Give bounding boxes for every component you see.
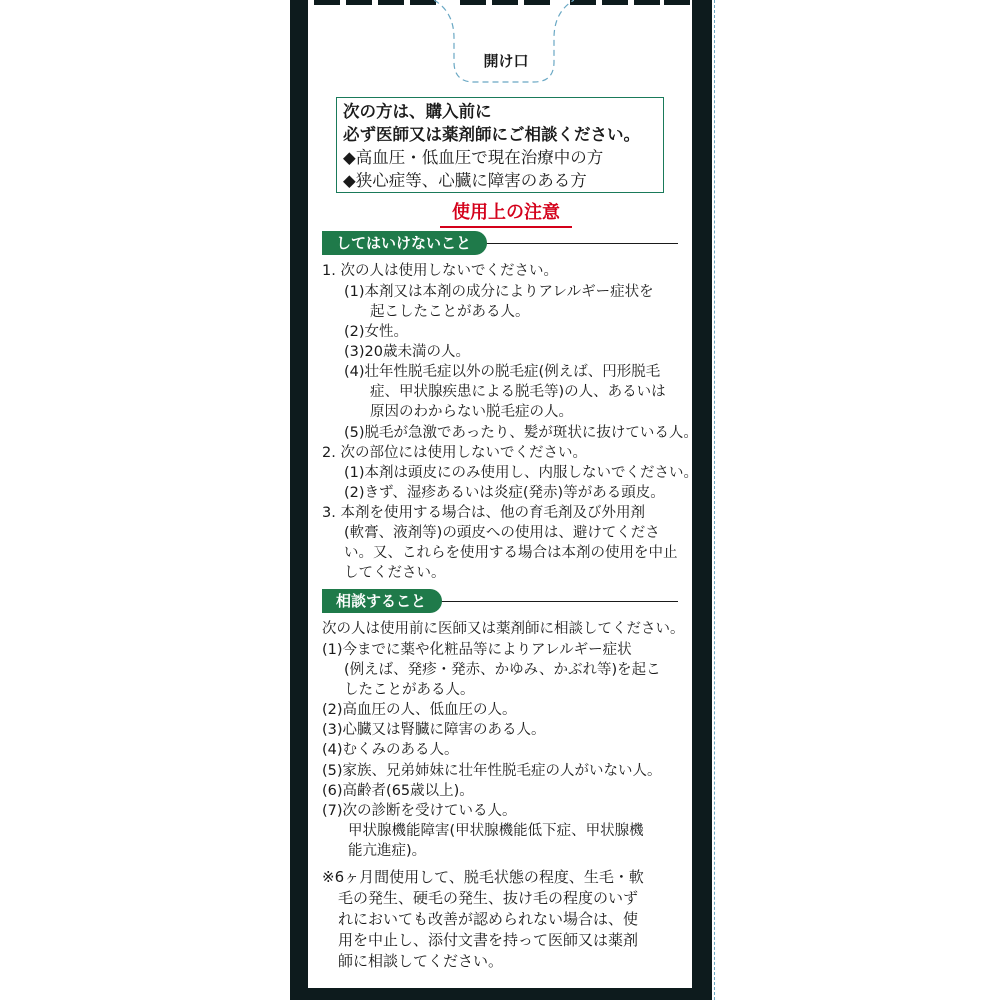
list-item: 甲状腺機能障害(甲状腺機能低下症、甲状腺機: [348, 823, 644, 839]
list-item: (4)壮年性脱毛症以外の脱毛症(例えば、円形脱毛: [344, 364, 661, 380]
footnote-line: 毛の発生、硬毛の発生、抜け毛の程度のいず: [338, 889, 639, 907]
footnote-line: ※6ヶ月間使用して、脱毛状態の程度、生毛・軟: [322, 868, 644, 886]
list-item: 1. 次の人は使用しないでください。: [322, 263, 558, 279]
list-item: 症、甲状腺疾患による脱毛等)の人、あるいは: [370, 384, 666, 400]
list-item: してください。: [344, 565, 446, 581]
list-item: (4)むくみのある人。: [322, 742, 459, 758]
open-here-label: 開け口: [483, 52, 529, 70]
list-item: (3)20歳未満の人。: [344, 344, 470, 360]
section-tab-dont: してはいけないこと: [322, 231, 487, 255]
list-item: (1)本剤又は本剤の成分によりアレルギー症状を: [344, 284, 654, 300]
list-item: (2)きず、湿疹あるいは炎症(発赤)等がある頭皮。: [344, 485, 665, 501]
list-item: (2)高血圧の人、低血圧の人。: [322, 702, 517, 718]
consult-item-hypertension: ◆高血圧・低血圧で現在治療中の方: [343, 148, 604, 167]
label-panel: [308, 0, 699, 1000]
footnote-line: れにおいても改善が認められない場合は、使: [338, 910, 639, 928]
list-item: (3)心臓又は腎臓に障害のある人。: [322, 722, 546, 738]
list-item: (1)今までに薬や化粧品等によりアレルギー症状: [322, 642, 632, 658]
list-item: 次の人は使用前に医師又は薬剤師に相談してください。: [322, 621, 685, 637]
list-item: (軟膏、液剤等)の頭皮への使用は、避けてくださ: [344, 525, 660, 541]
list-item: (5)脱毛が急激であったり、髪が斑状に抜けている人。: [344, 425, 698, 441]
consult-title-line2: 必ず医師又は薬剤師にご相談ください。: [343, 125, 640, 144]
list-item: い。又、これらを使用する場合は本剤の使用を中止: [344, 545, 678, 561]
list-item: (2)女性。: [344, 324, 409, 340]
footnote-line: 師に相談してください。: [338, 952, 504, 970]
consult-item-heart: ◆狭心症等、心臓に障害のある方: [343, 171, 587, 190]
consult-title-line1: 次の方は、購入前に: [343, 102, 492, 121]
fold-guide-line: [714, 0, 715, 1000]
right-dark-strip: [692, 0, 712, 1000]
list-item: 起こしたことがある人。: [370, 304, 530, 320]
list-item: (5)家族、兄弟姉妹に壮年性脱毛症の人がいない人。: [322, 763, 662, 779]
list-item: 3. 本剤を使用する場合は、他の育毛剤及び外用剤: [322, 505, 645, 521]
list-item: 能亢進症)。: [348, 843, 427, 859]
list-item: したことがある人。: [344, 682, 475, 698]
list-item: (例えば、発疹・発赤、かゆみ、かぶれ等)を起こ: [344, 662, 661, 678]
list-item: 原因のわからない脱毛症の人。: [370, 404, 573, 420]
open-tab-outline: [434, 0, 574, 90]
list-item: (1)本剤は頭皮にのみ使用し、内服しないでください。: [344, 465, 699, 481]
section-tab-consult: 相談すること: [322, 589, 442, 613]
consult-before-purchase-box: [336, 97, 664, 193]
list-item: (7)次の診断を受けている人。: [322, 803, 517, 819]
list-item: 2. 次の部位には使用しないでください。: [322, 445, 587, 461]
left-dark-strip: [290, 0, 308, 1000]
footnote-line: 用を中止し、添付文書を持って医師又は薬剤: [338, 931, 639, 949]
list-item: (6)高齢者(65歳以上)。: [322, 783, 474, 799]
usage-cautions-heading: 使用上の注意: [440, 198, 572, 228]
